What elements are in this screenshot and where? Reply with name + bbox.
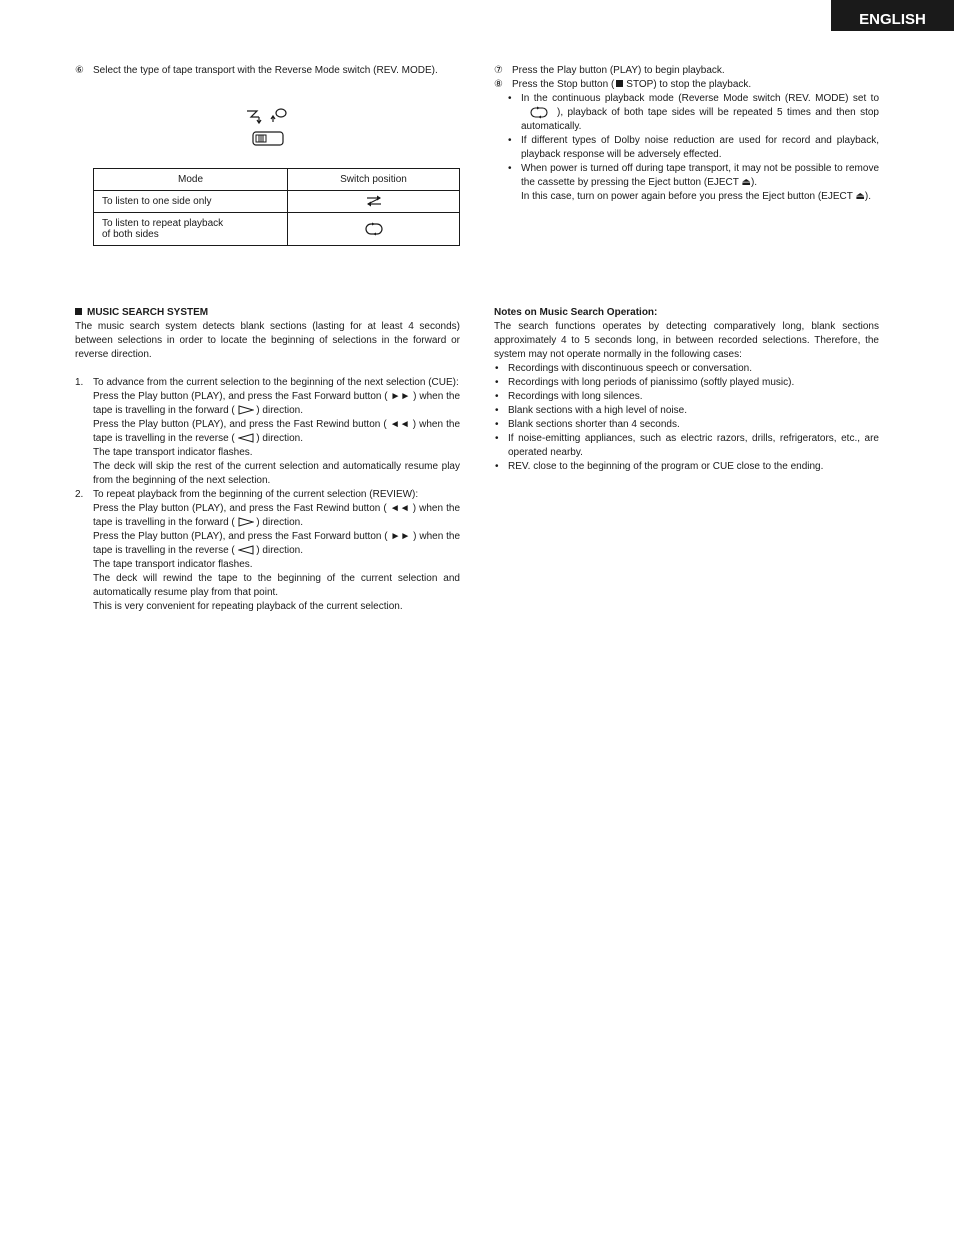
repeat-icon [364, 222, 384, 236]
rewind-icon: ◄◄ [389, 503, 410, 514]
music-search-section [75, 306, 460, 614]
step-text: Select the type of tape transport with the Reverse Mode switch (REV. MODE). [93, 65, 438, 76]
mode-table [93, 168, 460, 246]
section-heading: MUSIC SEARCH SYSTEM [75, 306, 460, 320]
list-item: • If different types of Dolby noise reduction are used for record and playback, playback response will be adversely effected. [508, 135, 879, 161]
list-item: • If noise-emitting appliances, such as electric razors, drills, refrigerators, etc., are operated nearby. [495, 433, 879, 458]
square-bullet-icon [75, 308, 82, 315]
forward-direction-icon [238, 517, 254, 527]
eject-icon: ⏏ [855, 191, 865, 203]
rev-mode-switch-icon [245, 105, 291, 149]
fast-forward-icon: ►► [390, 531, 411, 542]
forward-direction-icon [238, 405, 254, 415]
review-item: 2. To repeat playback from the beginning of the current selection (REVIEW): Press the Play button (PLAY), and press the Fast Rewind button ( ◄◄ ) when the tape is travelling in the forward ( ) direction. Press the Play button (PLAY), and press the Fast Forward button ( ►► ) when the tape is travelling in the reverse ( ) direction. The tape transport indicator flashes. The deck will rewind the tape to the beginning of the current selection and automatically resume play from that point. This is very convenient for repeating playback of the current selection. [75, 489, 461, 612]
col-mode-header: Mode [94, 169, 288, 191]
eject-icon: ⏏ [741, 177, 751, 189]
repeat-switch-cell [288, 213, 460, 246]
step-8 [494, 78, 879, 92]
list-item: • Blank sections with a high level of noise. [495, 405, 687, 416]
cue-item: 1. To advance from the current selection to the beginning of the next selection (CUE): Press the Play button (PLAY), and press the Fast Forward button ( ►► ) when the tape is travelling in the forward ( ) direction. Press the Play button (PLAY), and press the Fast Rewind button ( ◄◄ ) when the tape is travelling in the reverse ( ) direction. The tape transport indicator flashes. The deck will skip the rest of the current selection and automatically resume play from the beginning of the next selection. [75, 377, 461, 486]
list-item: • Blank sections shorter than 4 seconds. [495, 419, 680, 430]
intro-paragraph: The music search system detects blank sections (lasting for at least 4 seconds) between selections in order to locate the beginning of selections in the forward or reverse direction. [75, 321, 460, 360]
row1-mode: To listen to one side only [94, 191, 288, 213]
step-text-pre: Press the Stop button ( [512, 79, 615, 90]
step-7 [494, 64, 879, 78]
step-6 [75, 64, 460, 78]
col-switch-header: Switch position [288, 169, 460, 191]
rewind-icon: ◄◄ [389, 419, 410, 430]
language-tab: ENGLISH [831, 0, 954, 31]
step-number: ⑦ [494, 65, 503, 76]
list-item: • REV. close to the beginning of the program or CUE close to the ending. [495, 461, 824, 472]
list-item: • In the continuous playback mode (Reverse Mode switch (REV. MODE) set to ), playback of both tape sides will be repeated 5 times and then stop automatically. [508, 93, 879, 133]
table-header-row [94, 169, 460, 191]
row2-mode-line1: To listen to repeat playback [102, 218, 224, 229]
notes-list [494, 362, 879, 474]
list-item: • Recordings with long periods of pianissimo (softly played music). [495, 377, 795, 388]
step-text: Press the Play button (PLAY) to begin playback. [512, 65, 725, 76]
notes-intro: The search functions operates by detecting comparatively long, blank sections approximately 4 to 5 seconds long, in between recorded selections. Therefore, the system may not operate normally in the following cases: [494, 321, 879, 360]
table-row [94, 213, 460, 246]
one-side-switch-cell [288, 191, 460, 213]
reverse-direction-icon [238, 433, 254, 443]
list-item: • Recordings with discontinuous speech or conversation. [495, 363, 753, 374]
step-8-notes [494, 92, 879, 204]
list-item: • Recordings with long silences. [495, 391, 643, 402]
row2-mode-line2: of both sides [102, 229, 159, 240]
notes-section [494, 306, 879, 474]
step-number: ⑥ [75, 65, 84, 76]
list-item: • When power is turned off during tape transport, it may not be possible to remove the cassette by pressing the Eject button (EJECT ⏏). In this case, turn on power again before you press the Eject button (EJECT ⏏). [508, 163, 879, 203]
stop-icon [616, 80, 623, 87]
reverse-direction-icon [238, 545, 254, 555]
rev-mode-switch-illustration [245, 105, 291, 149]
playback-steps [494, 64, 879, 204]
repeat-icon [529, 106, 549, 119]
step-number: ⑧ [494, 79, 503, 90]
one-side-icon [365, 194, 383, 208]
table-row [94, 191, 460, 213]
step-text-post: STOP) to stop the playback. [626, 79, 752, 90]
fast-forward-icon: ►► [390, 391, 411, 402]
notes-heading: Notes on Music Search Operation: [494, 307, 658, 318]
row2-mode [94, 213, 288, 246]
